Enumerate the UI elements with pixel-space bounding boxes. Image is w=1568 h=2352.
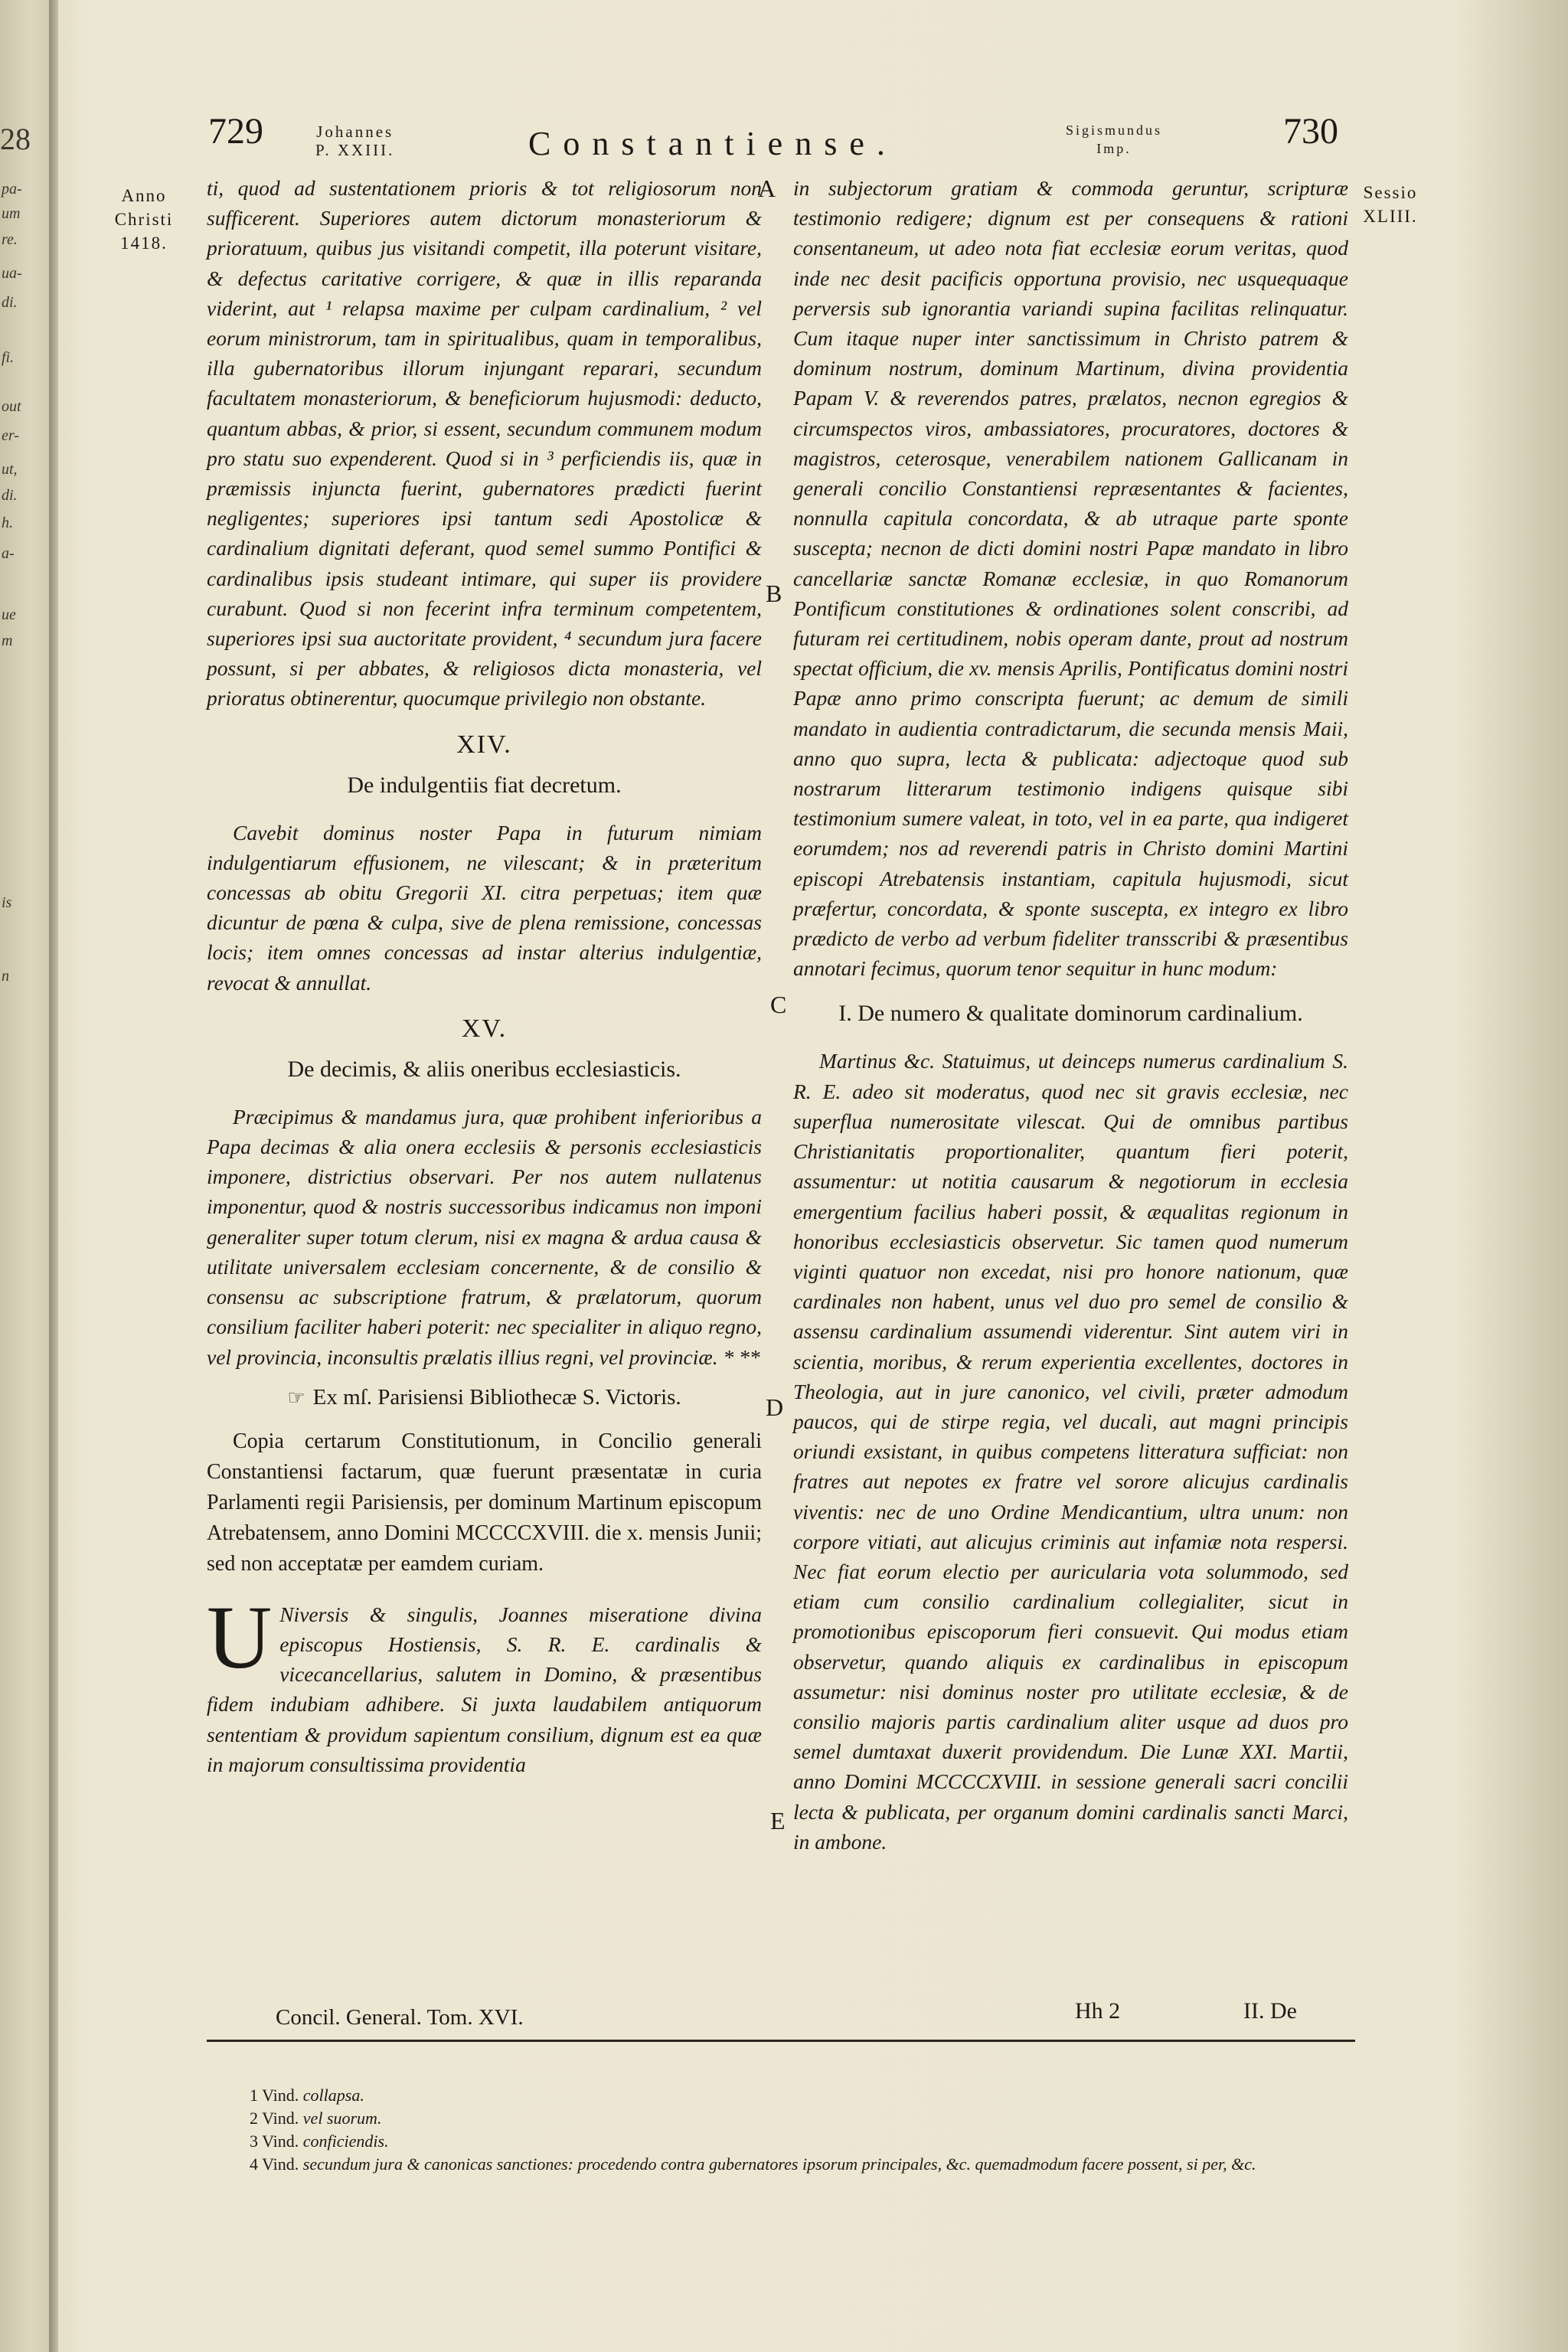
footnote-source: Vind. [262,2132,299,2151]
body-paragraph: Copia certarum Constitutionum, in Concilio generali Constantiensi factarum, quæ fuerunt præsentatæ in curia Parlamenti regii Parisiensis, per dominum Martinum episcopum Atrebatensem, anno Domini MCCCCXVIII. die x. mensis Junii; sed non acceptatæ per eamdem curiam. [207,1429,762,1576]
facing-page-fragment: is [2,894,12,911]
body-paragraph: Niversis & singulis, Joannes miseratione divina episcopus Hostiensis, S. R. E. cardinalis & vicecancellarius, salutem in Domino, & præsentibus fidem indubiam adhibere. Si juxta laudabilem antiquorum sententiam & providum sapientum consilium, dignum est ea quæ in majorum consultissima providentia [207,1602,762,1776]
body-paragraph: ti, quod ad sustentationem prioris & tot religiosorum non sufficerent. Superiores autem dictorum monasteriorum & prioratuum, quibus jus visitandi competit, illa poterunt visitare, & defectus caritative corrigere, & quæ in illis reparanda viderint, aut ¹ relapsa maxime per culpam cardinalium, ² vel eorum ministrorum, tam in spiritualibus, quam in temporalibus, illa gubernatoribus illorum injungant reparari, secundum facultatem monasteriorum, & beneficiorum hujusmodi: deducto, quantum abbas, & prior, si essent, secundum communem modum pro statu suo expenderent. Quod si in ³ perficiendis iis, quæ in præmissis injuncta fuerint, gubernatores prædicti fuerint negligentes; superiores ipsi tantum sedi Apostolicæ & cardinalium dignitati deferant, quod semel summo Pontifici & cardinalibus ipsis studeant intimare, qui super iis providere curabunt. Quod si non fecerint infra terminum competentem, superiores ipsi sua auctoritate provident, ⁴ secundum jura facere possunt, si per abbates, & religiosos dicta monasteria, vel prioratus obtinerentur, quocumque privilegio non obstante. [207,176,762,710]
facing-page-fragment: n [2,968,9,985]
facing-page-fragment: re. [2,231,18,248]
footnote-rule [207,2040,1355,2042]
facing-page-fragment: di. [2,487,18,504]
facing-page-edge [0,0,51,2352]
footnotes [250,2084,1352,2176]
body-paragraph: in subjectorum gratiam & commoda geruntur, scripturæ testimonio redigere; dignum est per consequens & rationi consentaneum, ut adeo nota fiat ecclesiæ eorum veritas, quod inde nec desit pacificis opportuna provisio, nec usquequaque perversis sub ignorantia variandi supina facilitas relinquatur. Cum itaque nuper inter sanctissimum in Christo patrem & dominum nostrum, dominum Martinum, divina providentia Papam V. & reverendos patres, prælatos, necnon egregios & circumspectos viros, ambassiatores, procuratores, doctores & magistros, ceterosque, venerabilem nationem Gallicanam in generali concilio Constantiensi repræsentantes & facientes, nonnulla capitula concordata, & ab utraque parte sponte suscepta; necnon de dicti domini nostri Papæ mandato in libro cancellariæ sanctæ Romanæ ecclesiæ, in quo Romanorum Pontificum constitutiones & ordinationes solent conscribi, ad futuram rei certitudinem, nobis operam dante, prout ad nostrum spectat officium, die xv. mensis Aprilis, Pontificatus domini nostri Papæ anno primo conscripta fuerunt; ac demum de simili mandato in audientia contradictarum, die secunda mensis Maii, anno quo supra, lecta & publicata: adjectoque quod sub nostrarum litterarum testimonio indigens quisque sibi testimonium sumere valeat, in toto, vel in ea parte, qua indigeret eorumdem; nos ad reverendi patris in Christo domini Martini episcopi Atrebatensis instantiam, capitula hujusmodi, sicut præfertur, concordata, & sponte suscepta, ex integro ex libro prædicto de verbo ad verbum fideliter transscribi & præsentibus annotari fecimus, quorum tenor sequitur in hunc modum: [793,176,1348,981]
catchword: II. De [1243,1998,1297,2024]
footnote-text: vel suorum. [302,2109,382,2128]
footnote-mark: 4 [250,2154,258,2174]
running-head-left [315,122,394,159]
footnote-source: Vind. [262,2154,299,2174]
footnote [250,2084,1352,2107]
running-head-left-line: Johannes [316,122,394,141]
facing-page-fragment: di. [2,294,18,311]
gathering-signature: Hh 2 [1075,1998,1121,2024]
margin-note-line: XLIII. [1363,207,1418,226]
facing-page-fragment: pa- [2,181,22,198]
section-heading: De indulgentiis fiat decretum. [347,772,622,798]
facing-page-fragment: ut, [2,461,18,478]
margin-note-line: Sessio [1363,183,1418,202]
drop-capital: U [207,1586,273,1687]
page-number-right: 730 [1283,111,1338,152]
facing-page-fragment: ua- [2,265,22,282]
footnote-text: secundum jura & canonicas sanctiones: procedendo contra gubernatores ipsorum principales, &c. quemadmodum facere possent, si per, &c. [302,2154,1256,2174]
section-letter: B [766,580,782,607]
running-head-right-line: Imp. [1096,141,1132,156]
section-number: XIV. [456,730,512,759]
facing-page-fragment: out [2,398,21,415]
facing-page-fragment: um [2,205,21,222]
footnote-text: conficiendis. [302,2132,389,2151]
facing-page-fragment: fi. [2,349,15,366]
margin-note-year [90,184,198,255]
footnote-source: Vind. [262,2086,299,2105]
footnote [250,2107,1352,2130]
section-letter: D [766,1393,784,1421]
manuscript-source-text: Ex mſ. Parisiensi Bibliothecæ S. Victoris. [312,1384,681,1410]
footnote-source: Vind. [262,2109,299,2128]
footnote-text: collapsa. [302,2086,364,2105]
facing-page-fragment: h. [2,514,13,531]
section-letter: E [770,1807,786,1834]
facing-page-fragment: er- [2,427,19,444]
running-head-right-line: Sigismundus [1066,122,1163,138]
running-head-title: Constantiense. [528,125,897,162]
book-gutter [49,0,58,2352]
margin-note-session [1337,181,1444,228]
section-heading: De decimis, & aliis oneribus ecclesiasticis. [287,1056,681,1082]
footnote-mark: 2 [250,2109,258,2128]
facing-page-fragment: ue [2,606,16,623]
facing-page-number: 28 [0,122,31,156]
margin-note-line: 1418. [120,234,168,253]
footnote [250,2153,1352,2176]
section-heading: I. De numero & qualitate dominorum cardinalium. [838,1001,1303,1027]
section-letter: C [770,991,787,1018]
footnote-mark: 3 [250,2132,258,2151]
margin-note-line: Anno [121,186,167,205]
body-paragraph: Martinus &c. Statuimus, ut deinceps numerus cardinalium S. R. E. adeo sit moderatus, quod nec sit gravis ecclesiæ, nec superflua numerositate vilescat. Qui de omnibus partibus Christianitatis proportionaliter, quantum fieri poterit, assumentur: ut notitia causarum & negotiorum in ecclesia emergentium facilius haberi possit, & æqualitas regionum in honoribus ecclesiasticis observetur. Sic tamen quod numerum viginti quatuor non excedat, nisi pro honore nationum, quæ cardinales non habent, unus vel duo pro semel de consilio & assensu cardinalium assumendi viderentur. Sint autem viri in scientia, moribus, & rerum experientia excellentes, doctores in Theologia, aut in jure canonico, vel civili, præter admodum paucos, qui de stirpe regia, vel ducali, aut magni principis oriundi exsistant, in quibus competens litteratura sufficiat: non fratres aut nepotes ex fratre vel sorore alicujus cardinalis viventis: nec de uno Ordine Mendicantium, ultra unum: non corpore vitiati, aut alicujus criminis aut infamiæ nota respersi. Nec fiat eorum electio per auricularia vota solummodo, sed etiam cum consilio cardinalium collegialiter, sicut in promotionibus episcoporum fieri consuevit. Qui modus etiam observetur, quando aliquis ex cardinalibus in episcopum assumetur: nisi dominus noster pro utilitate ecclesiæ, & de consilio majoris partis cardinalium aliter usque ad duos pro semel dumtaxat duxerit providendum. Die Lunæ XXI. Martii, anno Domini MCCCCXVIII. in sessione generali sacri concilii lecta & publicata, per organum domini cardinalis sancti Marci, in ambone. [793,1049,1348,1854]
margin-note-line: Christi [114,210,174,229]
footnote [250,2130,1352,2153]
right-column [793,173,1348,1857]
running-head-right [1066,121,1162,158]
charter-text [207,1586,762,1779]
manuscript-source [207,1383,762,1413]
facing-page-fragment: a- [2,545,15,562]
volume-signature: Concil. General. Tom. XVI. [276,2005,524,2030]
left-column [207,173,762,1779]
footnote-mark: 1 [250,2086,258,2105]
pointing-hand-icon: ☞ [287,1386,305,1409]
section-number: XV. [461,1014,508,1043]
section-letter: A [758,175,776,202]
running-head-left-line: P. XXIII. [315,141,395,159]
page-number-left: 729 [208,111,263,152]
body-paragraph: Præcipimus & mandamus jura, quæ prohibent inferioribus a Papa decimas & alia onera ecclesiis & personis ecclesiasticis imponere, districtius observari. Per nos autem nullatenus imponentur, quod & nostris successoribus indicamus non imponi generaliter super totum clerum, nisi ex magna & ardua causa & utilitate universalem ecclesiam concernente, & de consilio & consensu ac subscriptione fratrum, & prælatorum, quorum consilium faciliter haberi poterit: nec specialiter in aliquo regno, vel provincia, inconsultis prælatis illius regni, vel provinciæ. * ** [207,1104,762,1369]
facing-page-fragment: m [2,632,13,649]
body-paragraph: Cavebit dominus noster Papa in futurum nimiam indulgentiarum effusionem, ne vilescant; & in præteritum concessas ab obitu Gregorii XI. citra perpetuas; item quæ dicuntur de pœna & culpa, sive de plena remissione, concessas locis; item omnes concessas ad instar alterius indulgentiæ, revocat & annullat. [207,820,762,995]
